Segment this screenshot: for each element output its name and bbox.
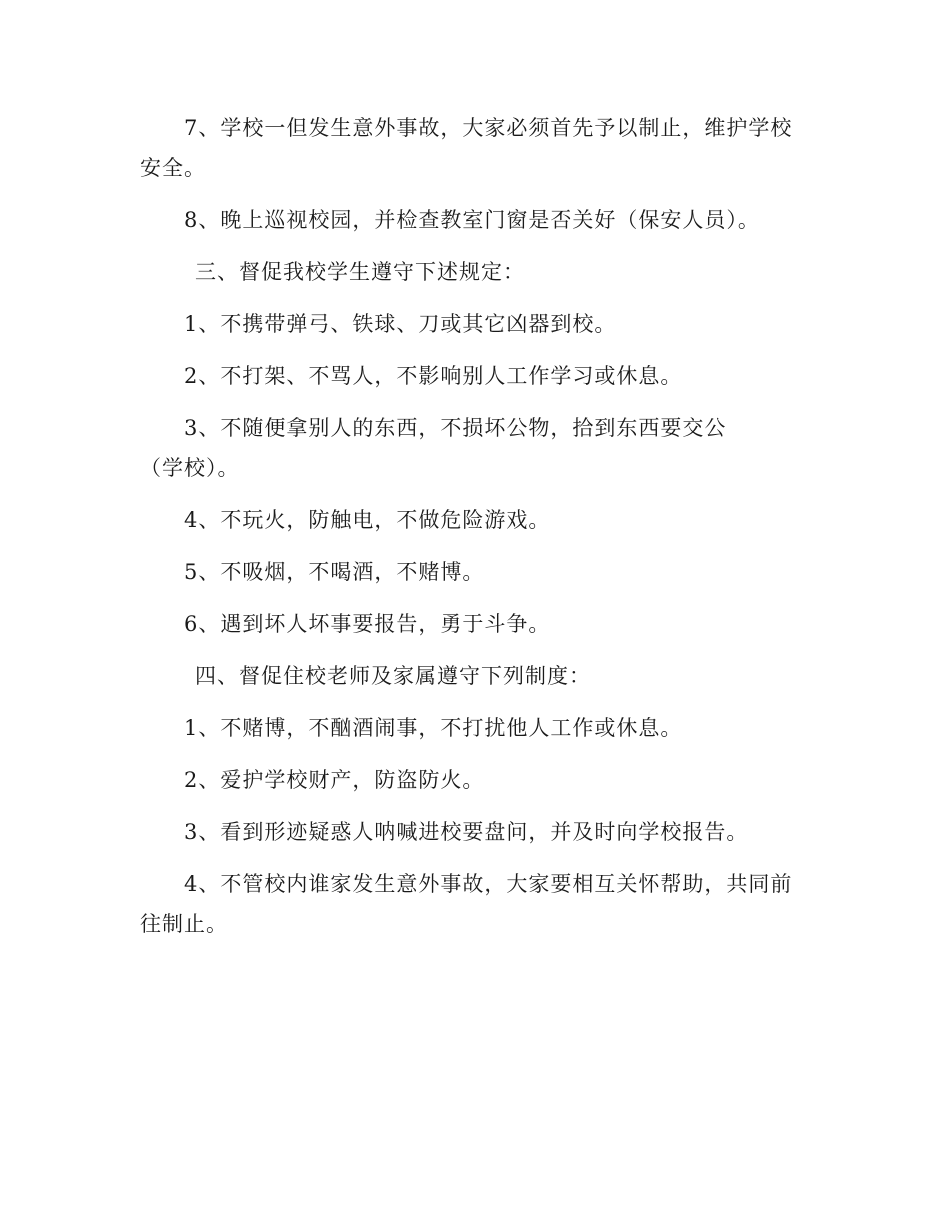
student-rule-6: 6、遇到坏人坏事要报告，勇于斗争。 (184, 612, 551, 636)
section-heading-4: 四、督促住校老师及家属遵守下列制度： (195, 664, 591, 688)
student-rule-5: 5、不吸烟，不喝酒，不赌博。 (184, 560, 485, 584)
document-body (140, 108, 810, 956)
paragraph-item-7: 7、学校一但发生意外事故，大家必须首先予以制止，维护学校安全。 (140, 116, 793, 180)
paragraph-item-8: 8、晚上巡视校园，并检查教室门窗是否关好（保安人员）。 (184, 208, 760, 232)
resident-rule-2: 2、爱护学校财产，防盗防火。 (184, 768, 485, 792)
student-rule-1: 1、不携带弹弓、铁球、刀或其它凶器到校。 (184, 312, 617, 336)
resident-rule-3: 3、看到形迹疑惑人呐喊进校要盘问，并及时向学校报告。 (184, 820, 749, 844)
student-rule-3: 3、不随便拿别人的东西，不损坏公物，拾到东西要交公（学校）。 (140, 416, 727, 480)
section-heading-3: 三、督促我校学生遵守下述规定： (195, 260, 525, 284)
resident-rule-4: 4、不管校内谁家发生意外事故，大家要相互关怀帮助，共同前往制止。 (140, 872, 793, 936)
resident-rule-1: 1、不赌博，不酗酒闹事，不打扰他人工作或休息。 (184, 716, 683, 740)
student-rule-4: 4、不玩火，防触电，不做危险游戏。 (184, 508, 551, 532)
student-rule-2: 2、不打架、不骂人，不影响别人工作学习或休息。 (184, 364, 683, 388)
